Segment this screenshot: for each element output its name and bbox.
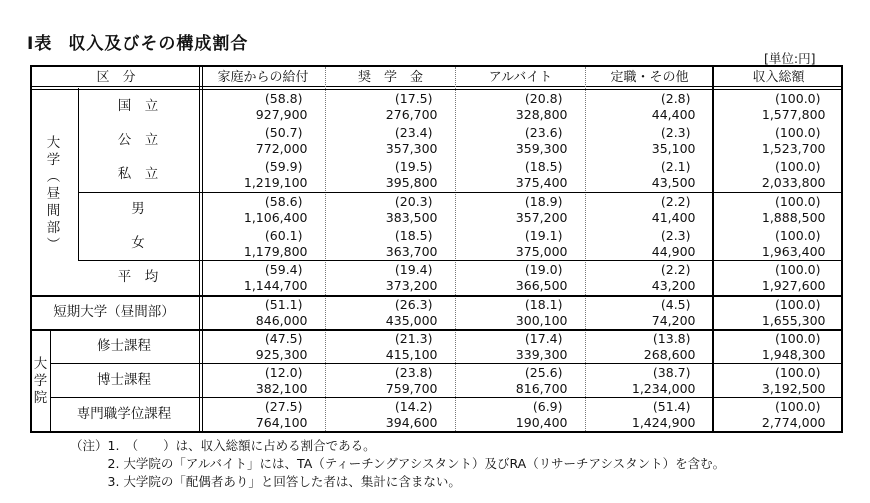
value-cell: 1,424,900 <box>631 414 696 430</box>
pct-cell: (100.0) <box>774 261 821 277</box>
value-cell: 395,800 <box>385 174 438 190</box>
pct-cell: (100.0) <box>774 330 821 346</box>
pct-cell: (18.5) <box>524 158 563 174</box>
pct-cell: (2.2) <box>660 261 691 277</box>
pct-cell: (60.1) <box>264 227 303 243</box>
value-cell: 44,900 <box>651 243 696 259</box>
value-cell: 300,100 <box>515 312 568 328</box>
header-category: 区 分 <box>96 70 136 85</box>
row-label: 男 <box>131 200 145 217</box>
value-cell: 41,400 <box>651 209 696 225</box>
group-university-char: 昼 <box>46 185 61 202</box>
pct-cell: (17.5) <box>394 90 433 106</box>
pct-cell: (19.4) <box>394 261 433 277</box>
pct-cell: (100.0) <box>774 227 821 243</box>
value-cell: 276,700 <box>385 106 438 122</box>
row-label: 国 立 <box>117 97 159 114</box>
group-university-char: ︶ <box>46 236 61 253</box>
header-col-1: 奨 学 金 <box>357 70 423 85</box>
pct-cell: (23.8) <box>394 364 433 380</box>
row-label: 女 <box>131 234 145 251</box>
value-cell: 816,700 <box>515 380 568 396</box>
row-label: 平 均 <box>117 268 159 285</box>
value-cell: 1,523,700 <box>761 140 826 156</box>
pct-cell: (100.0) <box>774 124 821 140</box>
group-university-char: 間 <box>46 202 61 219</box>
pct-cell: (13.8) <box>652 330 691 346</box>
pct-cell: (2.8) <box>660 90 691 106</box>
row-label: 私 立 <box>117 165 159 182</box>
value-cell: 366,500 <box>515 277 568 293</box>
value-cell: 1,144,700 <box>243 277 308 293</box>
row-label: 公 立 <box>117 131 159 148</box>
pct-cell: (59.9) <box>264 158 303 174</box>
value-cell: 764,100 <box>255 414 308 430</box>
pct-cell: (14.2) <box>394 398 433 414</box>
value-cell: 382,100 <box>255 380 308 396</box>
value-cell: 1,948,300 <box>761 346 826 362</box>
value-cell: 1,963,400 <box>761 243 826 259</box>
pct-cell: (20.8) <box>524 90 563 106</box>
group-university <box>46 135 62 254</box>
pct-cell: (20.3) <box>394 193 433 209</box>
value-cell: 339,300 <box>515 346 568 362</box>
value-cell: 383,500 <box>385 209 438 225</box>
unit-label: [単位:円] <box>764 51 816 66</box>
pct-cell: (51.4) <box>652 398 691 414</box>
value-cell: 375,400 <box>515 174 568 190</box>
table-title <box>27 29 248 54</box>
note-2: 2. 大学院の「アルバイト」には、TA（ティーチングアシスタント）及びRA（リサーチアシスタント）を含む。 <box>70 456 726 471</box>
pct-cell: (23.4) <box>394 124 433 140</box>
pct-cell: (51.1) <box>264 296 303 312</box>
table-title-text: 収入及びその構成割合 <box>68 34 249 54</box>
pct-cell: (2.1) <box>660 158 691 174</box>
pct-cell: (18.5) <box>394 227 433 243</box>
pct-cell: (100.0) <box>774 364 821 380</box>
header-col-0: 家庭からの給付 <box>217 70 309 85</box>
value-cell: 435,000 <box>385 312 438 328</box>
value-cell: 268,600 <box>643 346 696 362</box>
value-cell: 925,300 <box>255 346 308 362</box>
value-cell: 357,200 <box>515 209 568 225</box>
pct-cell: (100.0) <box>774 398 821 414</box>
table-number: I表 <box>27 34 53 54</box>
value-cell: 359,300 <box>515 140 568 156</box>
value-cell: 74,200 <box>651 312 696 328</box>
value-cell: 44,400 <box>651 106 696 122</box>
value-cell: 363,700 <box>385 243 438 259</box>
pct-cell: (58.8) <box>264 90 303 106</box>
row-label: 修士課程 <box>97 337 151 354</box>
pct-cell: (59.4) <box>264 261 303 277</box>
pct-cell: (26.3) <box>394 296 433 312</box>
value-cell: 927,900 <box>255 106 308 122</box>
value-cell: 357,300 <box>385 140 438 156</box>
pct-cell: (100.0) <box>774 158 821 174</box>
pct-cell: (12.0) <box>264 364 303 380</box>
value-cell: 1,577,800 <box>761 106 826 122</box>
pct-cell: (47.5) <box>264 330 303 346</box>
group-graduate-char: 院 <box>33 389 48 406</box>
pct-cell: (18.1) <box>524 296 563 312</box>
header-col-4: 収入総額 <box>752 70 805 85</box>
value-cell: 35,100 <box>651 140 696 156</box>
value-cell: 43,500 <box>651 174 696 190</box>
pct-cell: (6.9) <box>532 398 563 414</box>
value-cell: 2,774,000 <box>761 414 826 430</box>
notes <box>70 437 725 491</box>
value-cell: 759,700 <box>385 380 438 396</box>
note-3: 3. 大学院の「配偶者あり」と回答した者は、集計に含まない。 <box>70 474 461 489</box>
value-cell: 415,100 <box>385 346 438 362</box>
group-university-char: 大 <box>46 134 61 151</box>
header-col-2: アルバイト <box>488 70 553 85</box>
value-cell: 1,106,400 <box>243 209 308 225</box>
group-university-char: ︵ <box>46 168 61 185</box>
pct-cell: (100.0) <box>774 90 821 106</box>
pct-cell: (21.3) <box>394 330 433 346</box>
value-cell: 373,200 <box>385 277 438 293</box>
value-cell: 1,927,600 <box>761 277 826 293</box>
row-label: 専門職学位課程 <box>76 405 172 422</box>
group-university-char: 部 <box>46 219 61 236</box>
value-cell: 1,655,300 <box>761 312 826 328</box>
value-cell: 3,192,500 <box>761 380 826 396</box>
note-1: （注）1. （ ）は、収入総額に占める割合である。 <box>70 438 376 453</box>
group-university-char: 学 <box>46 151 61 168</box>
value-cell: 1,888,500 <box>761 209 826 225</box>
row-label: 博士課程 <box>97 371 151 388</box>
row-label: 短期大学（昼間部） <box>53 303 175 320</box>
pct-cell: (27.5) <box>264 398 303 414</box>
pct-cell: (100.0) <box>774 193 821 209</box>
value-cell: 394,600 <box>385 414 438 430</box>
pct-cell: (25.6) <box>524 364 563 380</box>
pct-cell: (18.9) <box>524 193 563 209</box>
pct-cell: (17.4) <box>524 330 563 346</box>
pct-cell: (19.5) <box>394 158 433 174</box>
value-cell: 328,800 <box>515 106 568 122</box>
pct-cell: (23.6) <box>524 124 563 140</box>
pct-cell: (4.5) <box>660 296 691 312</box>
group-graduate-char: 学 <box>33 372 48 389</box>
header-col-3: 定職・その他 <box>610 70 689 85</box>
value-cell: 1,219,100 <box>243 174 308 190</box>
income-table <box>30 65 843 433</box>
value-cell: 43,200 <box>651 277 696 293</box>
pct-cell: (100.0) <box>774 296 821 312</box>
value-cell: 1,179,800 <box>243 243 308 259</box>
pct-cell: (19.1) <box>524 227 563 243</box>
group-graduate <box>33 356 49 407</box>
pct-cell: (58.6) <box>264 193 303 209</box>
pct-cell: (19.0) <box>524 261 563 277</box>
pct-cell: (38.7) <box>652 364 691 380</box>
value-cell: 2,033,800 <box>761 174 826 190</box>
pct-cell: (2.2) <box>660 193 691 209</box>
header-divider <box>32 86 841 88</box>
pct-cell: (2.3) <box>660 124 691 140</box>
group-graduate-char: 大 <box>33 355 48 372</box>
pct-cell: (50.7) <box>264 124 303 140</box>
value-cell: 1,234,000 <box>631 380 696 396</box>
value-cell: 846,000 <box>255 312 308 328</box>
value-cell: 772,000 <box>255 140 308 156</box>
pct-cell: (2.3) <box>660 227 691 243</box>
value-cell: 190,400 <box>515 414 568 430</box>
value-cell: 375,000 <box>515 243 568 259</box>
